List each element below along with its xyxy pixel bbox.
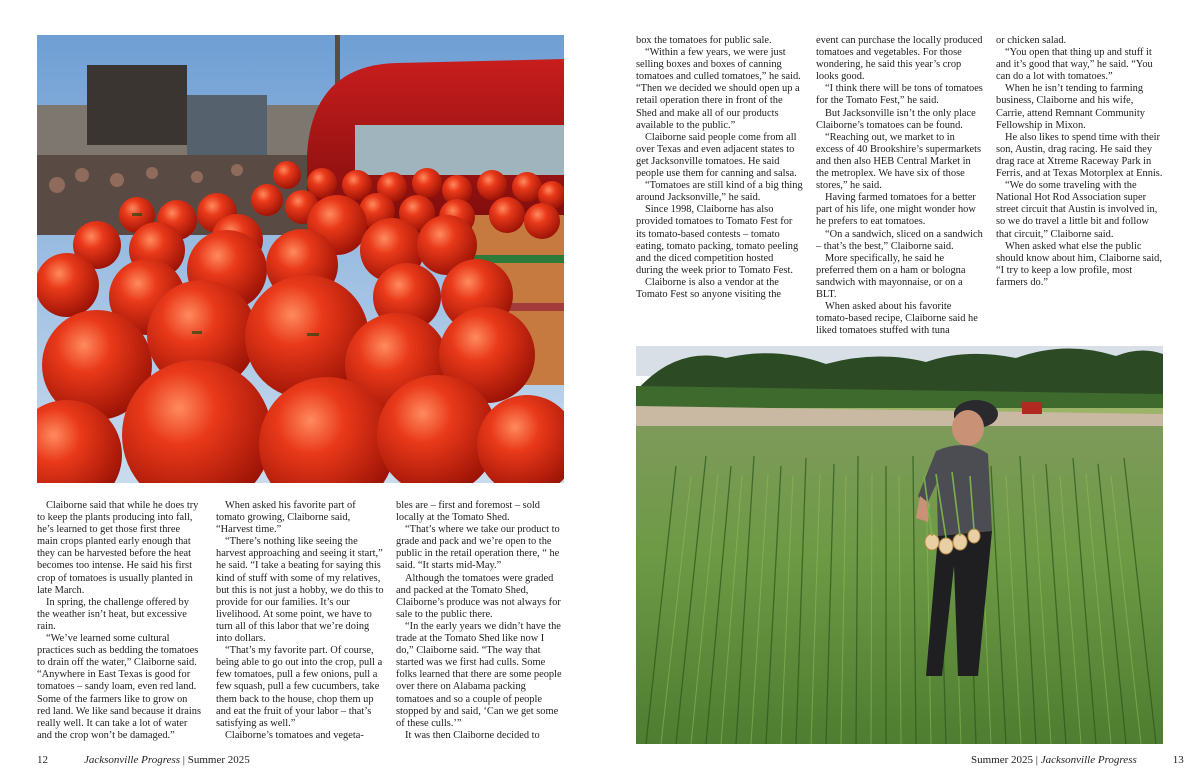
left-text-col-1 — [37, 500, 203, 742]
paragraph: “I think there will be tons of tomatoes for the Tomato Fest,” he said. — [816, 83, 983, 107]
right-text-col-1 — [636, 35, 803, 301]
paragraph: Claiborne said that while he does try to keep the plants producing into fall, he’s learned to get those first three main crops planted early enough that they can be harvested before the heat becomes too intense. He said his first crop of tomatoes is usually planted in late March. — [37, 500, 199, 596]
paragraph: When he isn’t tending to farming business, Claiborne and his wife, Carrie, attend Remnant Community Fellowship in Mixon. — [996, 83, 1145, 131]
left-text-col-2 — [216, 500, 384, 742]
paragraph: When asked about his favorite tomato-based recipe, Claiborne said he liked tomatoes stuffed with tuna — [816, 301, 978, 337]
left-folio — [37, 754, 250, 766]
tomato-basket-photo-icon — [37, 35, 564, 483]
right-folio — [971, 754, 1184, 766]
onion-field-photo-icon — [636, 346, 1163, 744]
paragraph: bles are – first and foremost – sold locally at the Tomato Shed. — [396, 500, 540, 524]
paragraph: Although the tomatoes were graded and packed at the Tomato Shed, Claiborne’s produce was not always for sale to the public there. — [396, 572, 561, 620]
page-number: 12 — [37, 754, 48, 766]
paragraph: “Tomatoes are still kind of a big thing around Jacksonville,” he said. — [636, 180, 803, 204]
paragraph: “In the early years we didn’t have the trade at the Tomato Shed like now I do,” Claiborne said. “The way that started was we first had culls. Some folks learned that there are some people over there on Alabama packing tomatoes and so a couple of people stopped by and said, ‘Can we get some of these culls.’” — [396, 620, 562, 729]
paragraph: When asked his favorite part of tomato growing, Claiborne said, “Harvest time.” — [216, 500, 356, 536]
paragraph: “We’ve learned some cultural practices such as bedding the tomatoes to drain off the water,” Claiborne said. “Anywhere in East Texas is good for tomatoes – sandy loam, even red land. Some of the farmers like to grow on red land. We like sand because it drains really well. It can take a lot of water and the crop won’t be damaged.” — [37, 633, 202, 741]
paragraph: “On a sandwich, sliced on a sandwich – that’s the best,” Claiborne said. — [816, 228, 983, 252]
publication-name: Jacksonville Progress — [1040, 754, 1137, 766]
paragraph: Claiborne is also a vendor at the Tomato Fest so anyone visiting the — [636, 276, 782, 300]
paragraph: Having farmed tomatoes for a better part of his life, one might wonder how he prefers to eat tomatoes. — [816, 192, 976, 228]
left-text-col-3 — [396, 500, 564, 742]
paragraph: Since 1998, Claiborne has also provided tomatoes to Tomato Fest for its tomato-based contests – tomato eating, tomato packing, tomato peeling and the diced competition hosted during the week prior to Tomato Fest. — [636, 204, 799, 276]
paragraph: More specifically, he said he preferred them on a ham or bologna sandwich with mayonnaise, or on a BLT. — [816, 252, 966, 300]
paragraph: or chicken salad. — [996, 35, 1067, 46]
right-text-col-3 — [996, 35, 1163, 289]
paragraph: box the tomatoes for public sale. — [636, 35, 772, 46]
paragraph: But Jacksonville isn’t the only place Claiborne’s tomatoes can be found. — [816, 107, 976, 131]
paragraph: “Within a few years, we were just selling boxes and boxes of canning tomatoes and culled tomatoes,” he said. “Then we decided we should open up a retail operation there in front of the Shed and make all of our products available to the public.” — [636, 47, 801, 131]
paragraph: “We do some traveling with the National Hot Rod Association super street circuit that Austin is involved in, so we do travel a little bit and follow that circuit,” Claiborne said. — [996, 180, 1158, 240]
paragraph: In spring, the challenge offered by the weather isn’t heat, but excessive rain. — [37, 596, 189, 632]
tomato-market-photo — [37, 35, 564, 483]
paragraph: “You open that thing up and stuff it and it’s good that way,” he said. “You can do a lot with tomatoes.” — [996, 47, 1153, 83]
paragraph: “Reaching out, we market to in excess of 40 Brookshire’s supermarkets and then also HEB Central Market in the metroplex. We have six of those stores,” he said. — [816, 131, 982, 192]
paragraph: Claiborne said people come from all over Texas and even adjacent states to get Jacksonville tomatoes. He said people use them for canning and salsa. — [636, 131, 797, 180]
issue-label: Summer 2025 | — [971, 754, 1038, 766]
paragraph: It was then Claiborne decided to — [405, 729, 540, 741]
paragraph: Claiborne’s tomatoes and vegeta- — [225, 729, 364, 741]
publication-name: Jacksonville Progress — [84, 754, 181, 766]
onion-field-photo — [636, 346, 1163, 744]
paragraph: He also likes to spend time with their son, Austin, drag racing. He said they drag race at Xtreme Raceway Park in Ferris, and at Texas Motorplex at Ennis. — [996, 131, 1163, 180]
paragraph: “That’s my favorite part. Of course, being able to go out into the crop, pull a few tomatoes, pull a few onions, pull a few squash, pull a few cucumbers, take them back to the house, chop them up and eat the fruit of your labor – that’s satisfying as well.” — [216, 645, 383, 729]
paragraph: “That’s where we take our product to grade and pack and we’re open to the public in the retail operation there, “ he said. “It starts mid-May.” — [396, 524, 560, 572]
paragraph: event can purchase the locally produced tomatoes and vegetables. For those wondering, he said this year’s crop looks good. — [816, 35, 983, 83]
paragraph: “There’s nothing like seeing the harvest approaching and seeing it start,” he said. “I take a beating for saying this kind of stuff with some of my relatives, but this is not just a hobby, we do this to provide for our families. It’s our livelihood. At some point, we have to turn all of this labor that we’re doing into dollars. — [216, 536, 384, 645]
right-text-col-2 — [816, 35, 984, 337]
page-number: 13 — [1172, 754, 1184, 766]
issue-label: | Summer 2025 — [182, 754, 250, 766]
paragraph: When asked what else the public should know about him, Claiborne said, “I try to keep a low profile, most farmers do.” — [996, 240, 1162, 288]
